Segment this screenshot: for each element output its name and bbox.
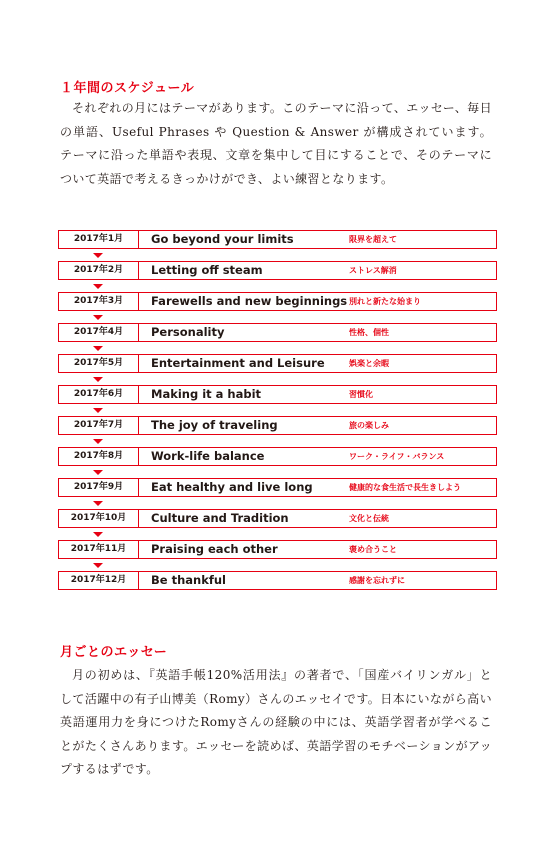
row-divider	[138, 262, 139, 279]
row-divider	[138, 417, 139, 434]
schedule-theme: Entertainment and Leisure	[151, 356, 325, 370]
schedule-row	[58, 323, 497, 342]
schedule-row	[58, 230, 497, 249]
down-arrow-icon	[93, 439, 103, 444]
schedule-theme-japanese: 感謝を忘れずに	[349, 576, 405, 585]
schedule-theme-japanese: 文化と伝統	[349, 514, 389, 523]
down-arrow-icon	[93, 377, 103, 382]
schedule-month: 2017年1月	[73, 234, 124, 244]
down-arrow-icon	[93, 346, 103, 351]
schedule-theme-japanese: 旅の楽しみ	[349, 421, 389, 430]
schedule-theme: Personality	[151, 325, 225, 339]
schedule-theme: Farewells and new beginnings	[151, 294, 348, 308]
schedule-row	[58, 571, 497, 590]
schedule-month: 2017年6月	[73, 389, 124, 399]
schedule-theme-japanese: ワーク・ライフ・バランス	[349, 452, 445, 461]
schedule-theme: Eat healthy and live long	[151, 480, 313, 494]
schedule-row	[58, 509, 497, 528]
schedule-intro-text: それぞれの月にはテーマがあります。このテーマに沿って、エッセー、毎日の単語、Useful Phrases や Question & Answer が構成されています。テーマに沿った単語や表現、文章を集中して目にすることで、そのテーマについて英語で考えるきっかけができ、よい練習となります。	[60, 101, 492, 186]
schedule-theme-japanese: 健康的な食生活で長生きしよう	[349, 483, 461, 492]
down-arrow-icon	[93, 563, 103, 568]
schedule-month: 2017年2月	[73, 265, 124, 275]
monthly-schedule-list	[58, 230, 497, 590]
schedule-month: 2017年10月	[70, 513, 127, 523]
row-divider	[138, 479, 139, 496]
down-arrow-icon	[93, 501, 103, 506]
schedule-theme: Work-life balance	[151, 449, 265, 463]
down-arrow-icon	[93, 408, 103, 413]
row-divider	[138, 355, 139, 372]
schedule-theme-japanese: 習慣化	[349, 390, 373, 399]
schedule-theme-japanese: 娯楽と余暇	[349, 359, 389, 368]
schedule-row	[58, 385, 497, 404]
schedule-heading: １年間のスケジュール	[60, 81, 195, 96]
schedule-row	[58, 416, 497, 435]
schedule-theme: Letting off steam	[151, 263, 263, 277]
schedule-row	[58, 447, 497, 466]
schedule-row	[58, 540, 497, 559]
schedule-theme: Praising each other	[151, 542, 278, 556]
schedule-theme: Making it a habit	[151, 387, 262, 401]
row-divider	[138, 572, 139, 589]
schedule-row	[58, 261, 497, 280]
schedule-month: 2017年7月	[73, 420, 124, 430]
schedule-theme: Culture and Tradition	[151, 511, 289, 525]
schedule-month: 2017年11月	[70, 544, 127, 554]
schedule-theme-japanese: ストレス解消	[349, 266, 397, 275]
row-divider	[138, 293, 139, 310]
down-arrow-icon	[93, 532, 103, 537]
schedule-row	[58, 354, 497, 373]
row-divider	[138, 386, 139, 403]
schedule-month: 2017年9月	[73, 482, 124, 492]
down-arrow-icon	[93, 253, 103, 258]
down-arrow-icon	[93, 315, 103, 320]
schedule-month: 2017年3月	[73, 296, 124, 306]
row-divider	[138, 231, 139, 248]
schedule-row	[58, 478, 497, 497]
schedule-month: 2017年4月	[73, 327, 124, 337]
schedule-theme-japanese: 別れと新たな始まり	[349, 297, 421, 306]
down-arrow-icon	[93, 284, 103, 289]
schedule-theme: Go beyond your limits	[151, 232, 294, 246]
schedule-month: 2017年5月	[73, 358, 124, 368]
schedule-theme-japanese: 限界を超えて	[349, 235, 397, 244]
row-divider	[138, 324, 139, 341]
schedule-theme: Be thankful	[151, 573, 226, 587]
down-arrow-icon	[93, 470, 103, 475]
schedule-theme: The joy of traveling	[151, 418, 278, 432]
schedule-theme-japanese: 性格、個性	[349, 328, 389, 337]
schedule-row	[58, 292, 497, 311]
schedule-theme-japanese: 褒め合うこと	[349, 545, 397, 554]
essay-intro-text: 月の初めは、『英語手帳120%活用法』の著者で、「国産バイリンガル」として活躍中の有子山博美（Romy）さんのエッセイです。日本にいながら高い英語運用力を身につけたRomyさんの経験の中には、英語学習者が学べることがたくさんあります。エッセーを読めば、英語学習のモチベーションがアップするはずです。	[60, 668, 492, 776]
row-divider	[138, 541, 139, 558]
essay-heading: 月ごとのエッセー	[60, 645, 168, 660]
schedule-month: 2017年8月	[73, 451, 124, 461]
row-divider	[138, 448, 139, 465]
schedule-month: 2017年12月	[70, 575, 127, 585]
row-divider	[138, 510, 139, 527]
